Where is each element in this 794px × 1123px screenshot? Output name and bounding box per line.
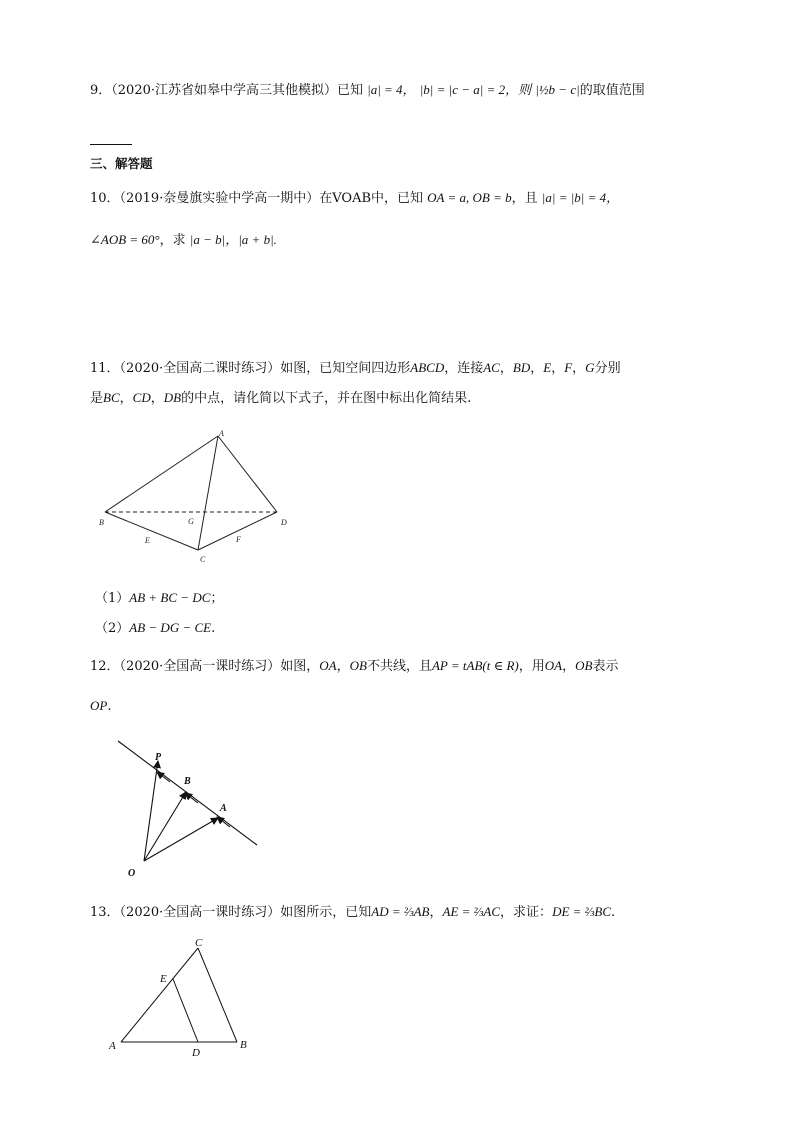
label-b: B xyxy=(99,518,104,527)
q11-part-1 xyxy=(95,588,223,609)
q11-sep-1: ， xyxy=(499,361,513,376)
q11-g: G xyxy=(585,360,595,375)
q10-mid: ，且 xyxy=(511,191,538,206)
q13-expr-2: AE = ⅔AC xyxy=(442,904,501,919)
arrow-on-line-p xyxy=(157,772,170,782)
q11-e: E xyxy=(543,360,552,375)
q11-f: F xyxy=(564,360,573,375)
edge-ac xyxy=(198,436,218,550)
arrow-on-line-b xyxy=(185,793,198,803)
label-d: D xyxy=(192,1047,200,1059)
vector-oa xyxy=(144,818,218,861)
q11-part-2-expr: AB − DG − CE xyxy=(129,620,212,635)
q12-text-3: ，用 xyxy=(518,659,545,674)
q11-text-2: ，连接 xyxy=(444,361,484,376)
edge-bc xyxy=(105,512,198,550)
q12-figure xyxy=(110,735,270,885)
label-e: E xyxy=(160,973,167,985)
q12-op: OP xyxy=(90,698,108,713)
q11-line-1 xyxy=(90,358,621,379)
q13-line-1 xyxy=(90,902,615,923)
q13-sep: ， xyxy=(429,905,443,920)
q11-part-2-label: （2） xyxy=(95,621,130,636)
q12-oa-2: OA xyxy=(544,658,563,673)
q10-expr-2: |a| = |b| = 4， xyxy=(541,190,620,205)
q12-expr: AP = tAB(t ∈ R) xyxy=(431,658,519,673)
label-c: C xyxy=(200,555,206,564)
q12-ob: OB xyxy=(349,658,367,673)
arrow-on-line-a xyxy=(217,817,230,827)
q11-cd: CD xyxy=(132,390,151,405)
section-heading: 三、解答题 xyxy=(90,156,153,171)
q11-text-3: 分别 xyxy=(594,361,621,376)
q11-bc: BC xyxy=(103,390,120,405)
label-o: O xyxy=(128,868,136,879)
q11-sep-5: ， xyxy=(119,391,133,406)
q13-end: . xyxy=(611,905,616,920)
q9-tail: 的取值范围 xyxy=(579,83,645,98)
label-c: C xyxy=(195,937,203,949)
label-a: A xyxy=(220,803,227,814)
q12-oa: OA xyxy=(319,658,337,673)
q9-text: （2020·江苏省如皋中学高三其他模拟）已知 xyxy=(111,83,363,98)
q10-ask: ，求 xyxy=(159,233,186,248)
q12-text-2: 不共线，且 xyxy=(366,659,432,674)
q11-quad: ABCD xyxy=(410,360,445,375)
q13-figure xyxy=(105,932,265,1062)
q11-text-5: 的中点，请化简以下式子，并在图中标出化简结果. xyxy=(181,391,472,406)
vector-ob xyxy=(144,792,186,861)
q11-part-1-expr: AB + BC − DC xyxy=(129,590,211,605)
q11-sep-6: ， xyxy=(150,391,164,406)
q10-expr-1: OA = a, OB = b xyxy=(427,190,512,205)
q10-line-1 xyxy=(90,188,619,209)
label-d: D xyxy=(281,518,287,527)
label-e: E xyxy=(145,536,150,545)
q12-ob-2: OB xyxy=(575,658,593,673)
q11-text-1: 11．（2020·全国高二课时练习）如图，已知空间四边形 xyxy=(90,361,411,376)
q11-figure xyxy=(95,428,305,568)
q11-part-1-end: ； xyxy=(210,591,224,606)
segment-de xyxy=(173,979,198,1042)
edge-cd xyxy=(198,512,277,550)
q11-sep-2: ， xyxy=(530,361,544,376)
q9-expr-3: |½b − c| xyxy=(535,82,580,97)
q12-comma-2: ， xyxy=(562,659,576,674)
label-a: A xyxy=(219,429,224,438)
q10-text: （2019·奈曼旗实验中学高一期中）在VOAB中，已知 xyxy=(119,191,424,206)
label-p: P xyxy=(155,752,162,763)
q10-number: 10． xyxy=(90,191,120,206)
line-through-a-b xyxy=(118,741,257,845)
q11-line-2 xyxy=(90,388,471,409)
q11-db: DB xyxy=(163,390,182,405)
side-cb xyxy=(198,948,237,1042)
q11-sep-4: ， xyxy=(572,361,586,376)
q11-part-2-end: . xyxy=(211,621,216,636)
edge-ad xyxy=(218,436,277,512)
q11-part-2 xyxy=(95,618,215,639)
label-g: G xyxy=(188,517,194,526)
q13-expr-3: DE = ⅔BC xyxy=(552,904,612,919)
q9-expr-1: |a| = 4， xyxy=(367,82,416,97)
q11-sep-3: ， xyxy=(551,361,565,376)
q9-answer-blank[interactable] xyxy=(90,132,132,152)
side-ac xyxy=(121,948,198,1042)
q12-comma-1: ， xyxy=(336,659,350,674)
q9-number: 9． xyxy=(90,83,112,98)
label-b: B xyxy=(184,776,191,787)
vector-op xyxy=(144,761,158,861)
label-a: A xyxy=(109,1040,116,1052)
q11-bd: BD xyxy=(512,360,531,375)
q13-text-1: 13．（2020·全国高一课时练习）如图所示，已知 xyxy=(90,905,372,920)
edge-ab xyxy=(105,436,218,512)
q10-line-2 xyxy=(90,230,277,251)
q12-line-2 xyxy=(90,696,111,717)
q12-text-4: 表示 xyxy=(592,659,619,674)
q11-text-4: 是 xyxy=(90,391,104,406)
q13-text-2: ，求证： xyxy=(500,905,553,920)
q9-expr-2: |b| = |c − a| = 2，则 xyxy=(419,82,532,97)
q11-part-1-label: （1） xyxy=(95,591,130,606)
q10-expr-3: |a − b|，|a + b|. xyxy=(189,232,277,247)
q9-line xyxy=(90,80,645,101)
q12-line-1 xyxy=(90,656,618,677)
label-b: B xyxy=(240,1039,247,1051)
q12-op-end: . xyxy=(107,699,112,714)
q11-ac: AC xyxy=(483,360,500,375)
q10-angle: ∠AOB = 60° xyxy=(90,232,160,247)
q13-expr-1: AD = ⅔AB xyxy=(371,904,430,919)
label-f: F xyxy=(236,535,241,544)
q12-text-1: 12．（2020·全国高一课时练习）如图， xyxy=(90,659,320,674)
